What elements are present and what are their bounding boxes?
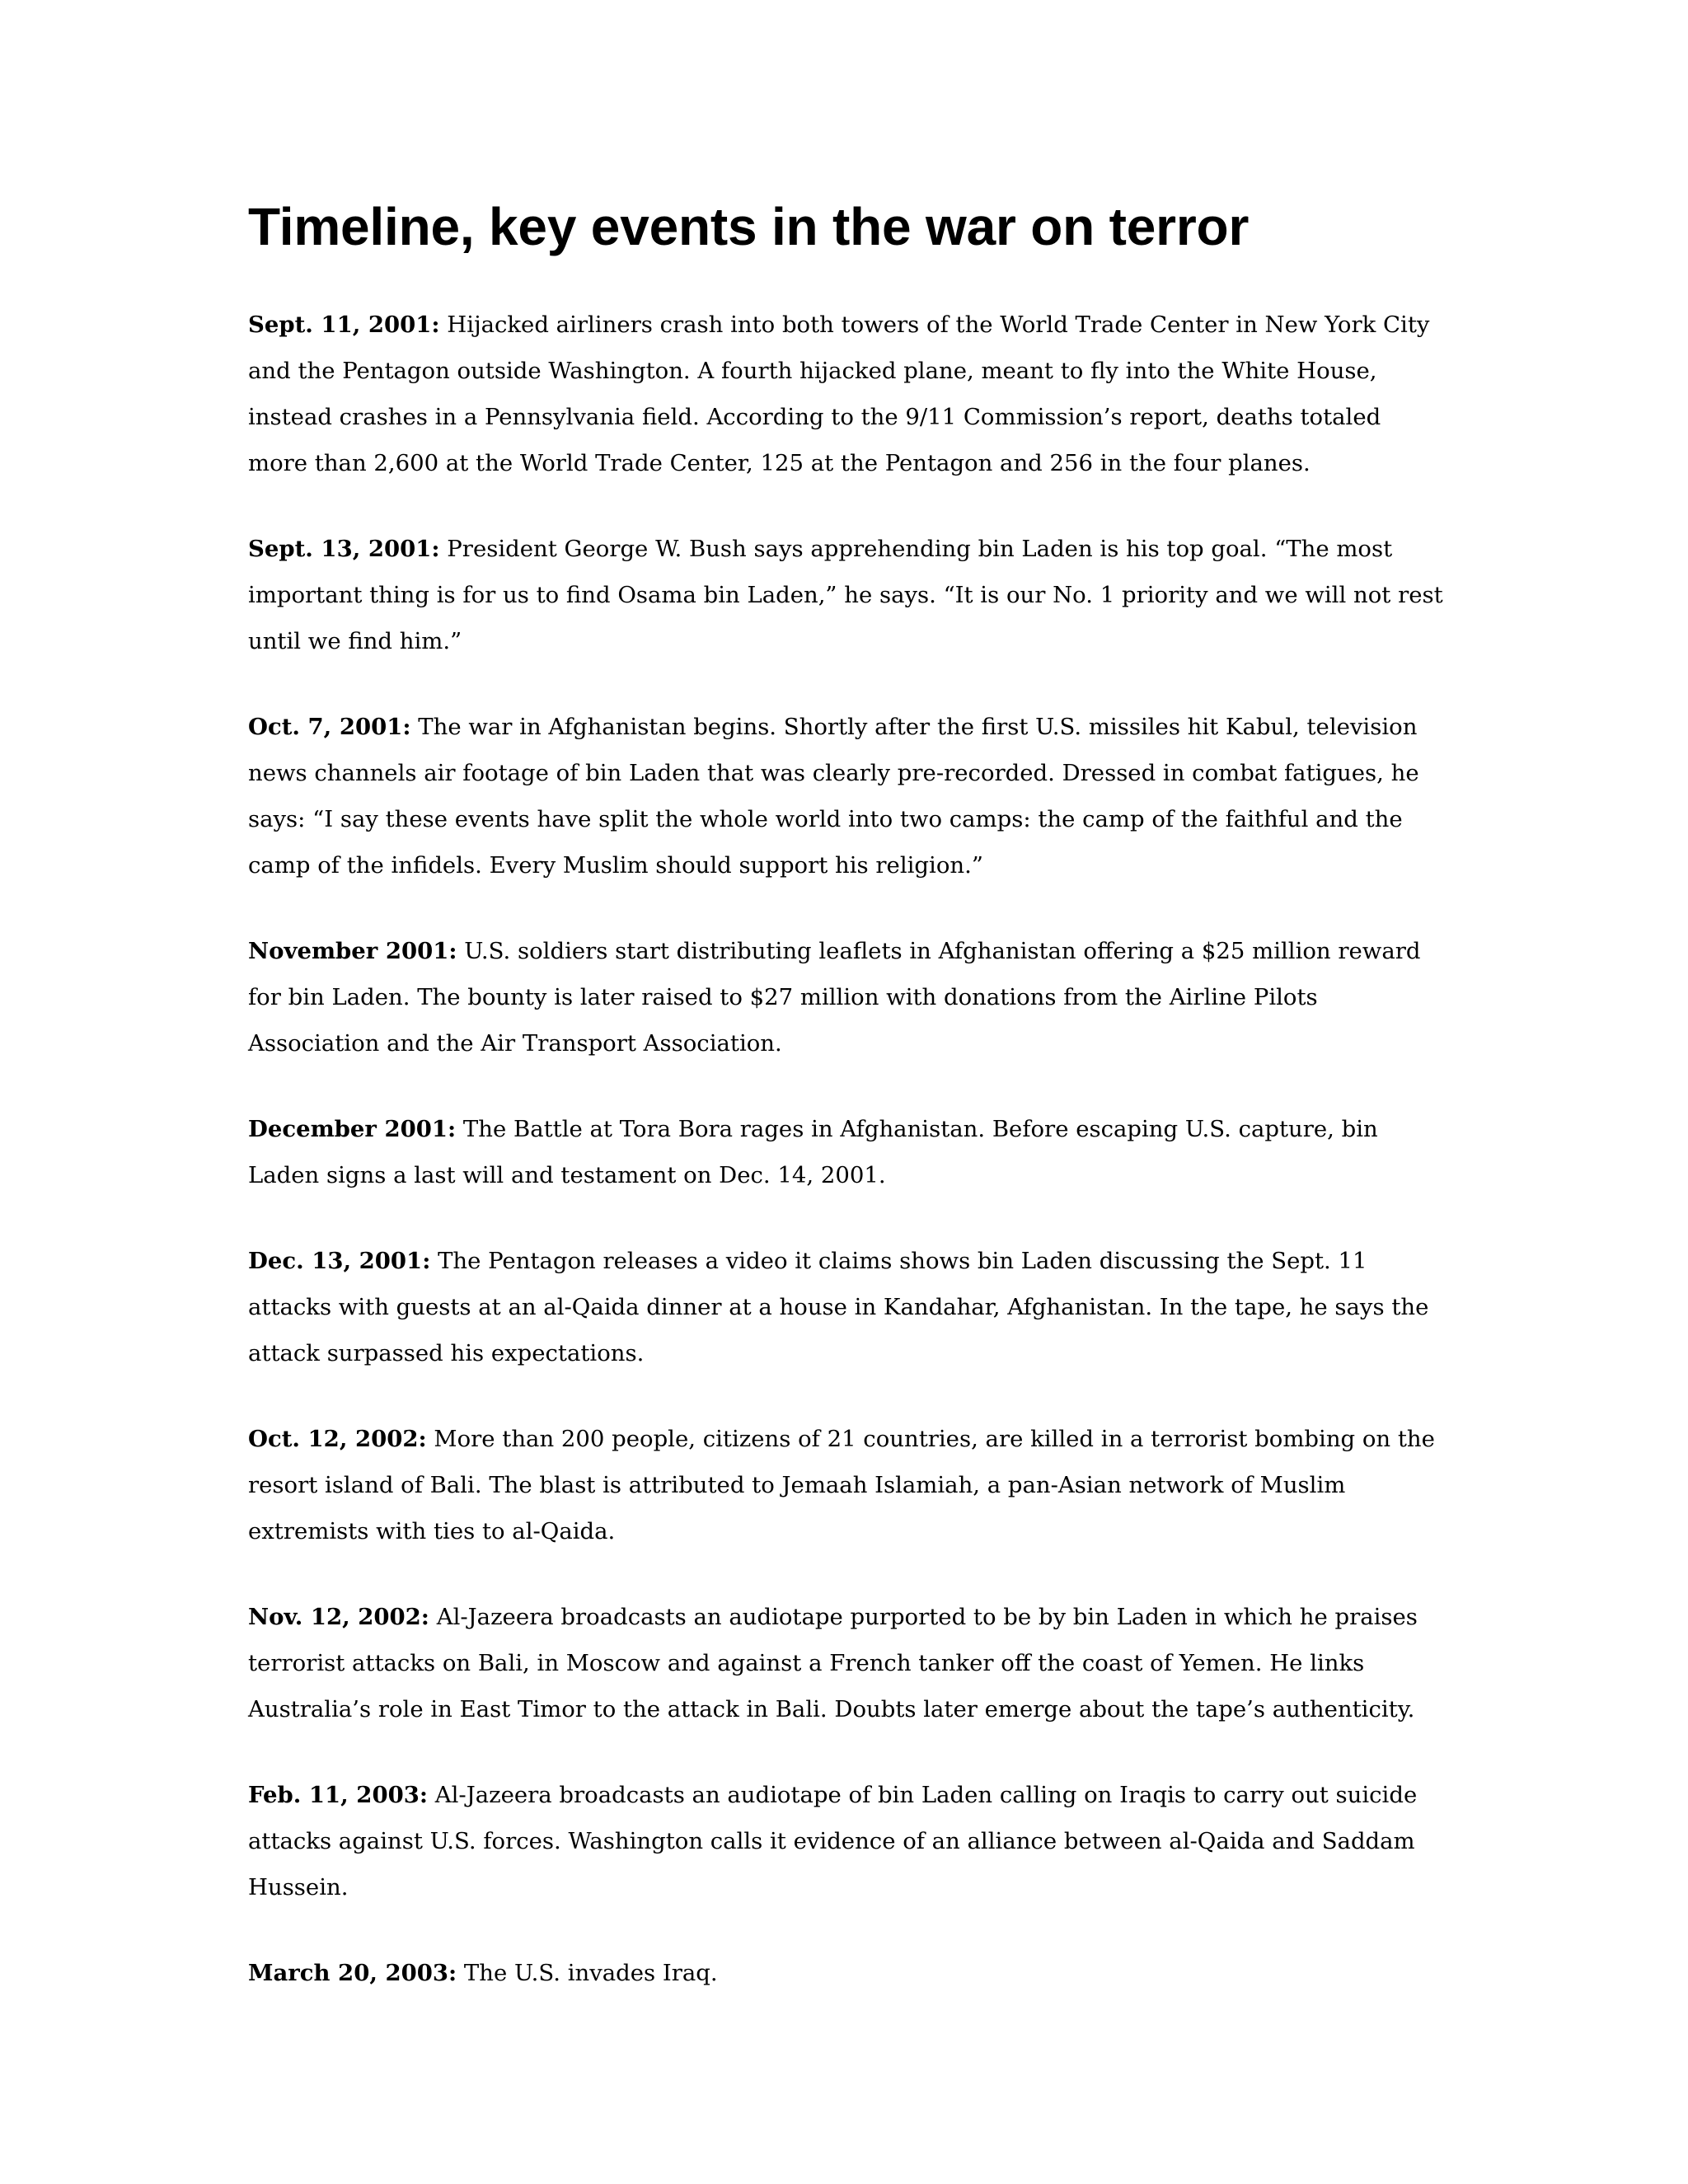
entry-text: The Pentagon releases a video it claims shows bin Laden discussing the Sept. 11 attacks with guests at an al-Qaida dinner at a house in Kandahar, Afghanistan. In the tape, he says the attack surpassed his expectations. [248,1248,1429,1366]
entry-date: Dec. 13, 2001: [248,1248,431,1274]
entry-text: The U.S. invades Iraq. [463,1960,718,1986]
timeline-entry [248,1106,1443,1198]
entry-date: Oct. 7, 2001: [248,714,411,740]
entry-date: November 2001: [248,938,457,964]
entry-text: President George W. Bush says apprehending bin Laden is his top goal. “The most important thing is for us to find Osama bin Laden,” he says. “It is our No. 1 priority and we will not rest until we find him.” [248,536,1443,654]
entry-text: More than 200 people, citizens of 21 countries, are killed in a terrorist bombing on the resort island of Bali. The blast is attributed to Jemaah Islamiah, a pan-Asian network of Muslim extremists with ties to al-Qaida. [248,1426,1435,1544]
timeline-entry [248,1594,1443,1732]
entry-text: The war in Afghanistan begins. Shortly after the first U.S. missiles hit Kabul, television news channels air footage of bin Laden that was clearly pre-recorded. Dressed in combat fatigues, he says: “I say these events have split the whole world into two camps: the camp of the faithful and the camp of the infidels. Every Muslim should support his religion.” [248,714,1419,879]
entry-date: Feb. 11, 2003: [248,1782,428,1808]
entry-date: Nov. 12, 2002: [248,1604,429,1630]
timeline-entry [248,704,1443,888]
entry-text: U.S. soldiers start distributing leaflets in Afghanistan offering a $25 million reward for bin Laden. The bounty is later raised to $27 million with donations from the Airline Pilots Association and the Air Transport Association. [248,938,1421,1057]
entry-text: The Battle at Tora Bora rages in Afghanistan. Before escaping U.S. capture, bin Laden signs a last will and testament on Dec. 14, 2001. [248,1116,1378,1188]
timeline-entry [248,1238,1443,1376]
entry-text: Al-Jazeera broadcasts an audiotape of bin Laden calling on Iraqis to carry out suicide attacks against U.S. forces. Washington calls it evidence of an alliance between al-Qaida and Saddam Hussein. [248,1782,1418,1900]
page-title: Timeline, key events in the war on terror [248,197,1250,256]
timeline-entry [248,928,1443,1066]
timeline-entry [248,1772,1443,1910]
entry-text: Hijacked airliners crash into both towers of the World Trade Center in New York City and the Pentagon outside Washington. A fourth hijacked plane, meant to fly into the White House, instead crashes in a Pennsylvania field. According to the 9/11 Commission’s report, deaths totaled more than 2,600 at the World Trade Center, 125 at the Pentagon and 256 in the four planes. [248,312,1430,476]
entry-text: Al-Jazeera broadcasts an audiotape purported to be by bin Laden in which he praises terrorist attacks on Bali, in Moscow and against a French tanker off the coast of Yemen. He links Australia’s role in East Timor to the attack in Bali. Doubts later emerge about the tape’s authenticity. [248,1604,1418,1722]
timeline-entry [248,526,1443,664]
document-page [248,190,1443,2036]
timeline-entry [248,1950,1443,1996]
entry-date: Oct. 12, 2002: [248,1426,427,1452]
entry-date: December 2001: [248,1116,457,1142]
entry-date: Sept. 13, 2001: [248,536,440,562]
timeline-entry [248,302,1443,486]
timeline-entry [248,1416,1443,1554]
entry-date: Sept. 11, 2001: [248,312,440,338]
entry-date: March 20, 2003: [248,1960,457,1986]
